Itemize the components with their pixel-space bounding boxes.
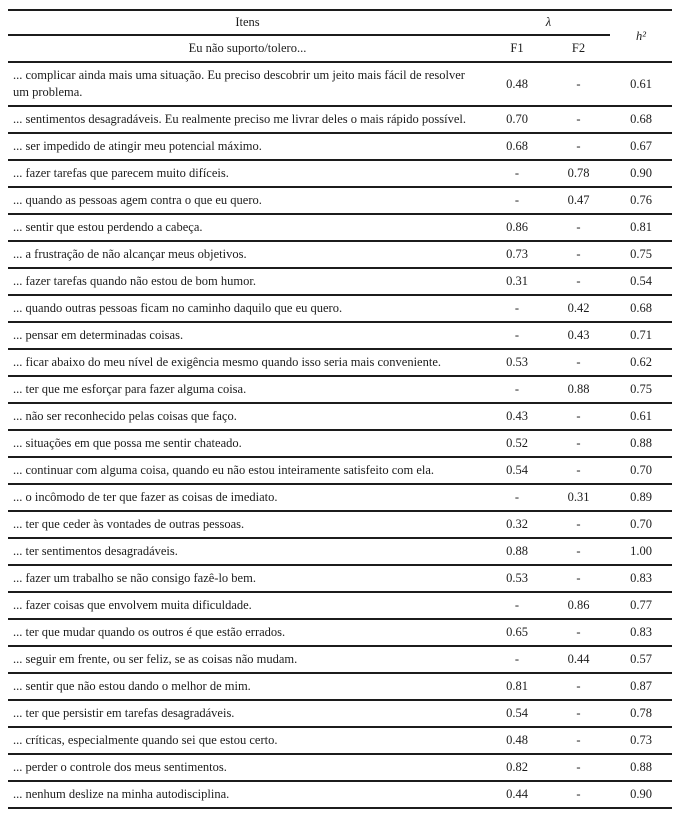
table-header	[8, 10, 672, 62]
f2-loading: 0.88	[547, 376, 610, 403]
item-text: ... pensar em determinadas coisas.	[8, 322, 487, 349]
communality-value: 0.76	[610, 187, 672, 214]
item-text: ... continuar com alguma coisa, quando eu não estou inteiramente satisfeito com ela.	[8, 457, 487, 484]
communality-value: 0.70	[610, 511, 672, 538]
f1-loading: 0.54	[487, 457, 547, 484]
item-text: ... perder o controle dos meus sentimentos.	[8, 754, 487, 781]
table-row	[8, 349, 672, 376]
item-text: ... sentir que não estou dando o melhor de mim.	[8, 673, 487, 700]
items-table-body	[8, 62, 672, 808]
table-row	[8, 700, 672, 727]
table-row	[8, 619, 672, 646]
item-text: ... quando as pessoas agem contra o que eu quero.	[8, 187, 487, 214]
f1-loading: 0.70	[487, 106, 547, 133]
f2-loading: -	[547, 511, 610, 538]
f2-loading: -	[547, 700, 610, 727]
communality-value: 0.83	[610, 565, 672, 592]
f2-loading: -	[547, 754, 610, 781]
item-text: ... sentimentos desagradáveis. Eu realmente preciso me livrar deles o mais rápido possível.	[8, 106, 487, 133]
factor-loadings-table	[8, 9, 672, 809]
table-row	[8, 592, 672, 619]
table-row	[8, 160, 672, 187]
table-row	[8, 241, 672, 268]
f2-loading: -	[547, 430, 610, 457]
communality-value: 0.61	[610, 403, 672, 430]
item-text: ... ter que me esforçar para fazer alguma coisa.	[8, 376, 487, 403]
f1-loading: -	[487, 646, 547, 673]
item-text: ... nenhum deslize na minha autodisciplina.	[8, 781, 487, 808]
item-text: ... fazer tarefas quando não estou de bom humor.	[8, 268, 487, 295]
communality-value: 0.81	[610, 214, 672, 241]
item-text: ... quando outras pessoas ficam no caminho daquilo que eu quero.	[8, 295, 487, 322]
item-text: ... ficar abaixo do meu nível de exigência mesmo quando isso seria mais conveniente.	[8, 349, 487, 376]
f2-loading: -	[547, 133, 610, 160]
item-text: ... o incômodo de ter que fazer as coisas de imediato.	[8, 484, 487, 511]
f1-loading: -	[487, 322, 547, 349]
table-row	[8, 403, 672, 430]
f1-loading: 0.48	[487, 62, 547, 106]
item-text: ... fazer tarefas que parecem muito difíceis.	[8, 160, 487, 187]
communality-value: 0.67	[610, 133, 672, 160]
table-row	[8, 511, 672, 538]
column-header-f2: F2	[547, 35, 610, 62]
column-header-itens: Itens	[8, 10, 487, 35]
f2-loading: 0.44	[547, 646, 610, 673]
item-text: ... situações em que possa me sentir chateado.	[8, 430, 487, 457]
f2-loading: 0.47	[547, 187, 610, 214]
item-text: ... seguir em frente, ou ser feliz, se as coisas não mudam.	[8, 646, 487, 673]
communality-value: 0.57	[610, 646, 672, 673]
communality-value: 0.75	[610, 376, 672, 403]
f2-loading: -	[547, 62, 610, 106]
f2-loading: -	[547, 214, 610, 241]
table-row	[8, 295, 672, 322]
f2-loading: -	[547, 268, 610, 295]
communality-value: 0.73	[610, 727, 672, 754]
communality-value: 0.75	[610, 241, 672, 268]
item-text: ... complicar ainda mais uma situação. Eu preciso descobrir um jeito mais fácil de resolver um problema.	[8, 62, 487, 106]
item-text: ... ter sentimentos desagradáveis.	[8, 538, 487, 565]
f2-loading: -	[547, 673, 610, 700]
item-text: ... fazer um trabalho se não consigo fazê-lo bem.	[8, 565, 487, 592]
f2-loading: 0.31	[547, 484, 610, 511]
f2-loading: -	[547, 538, 610, 565]
f1-loading: 0.43	[487, 403, 547, 430]
table-row	[8, 727, 672, 754]
item-text: ... ter que mudar quando os outros é que estão errados.	[8, 619, 487, 646]
f2-loading: -	[547, 349, 610, 376]
f1-loading: 0.65	[487, 619, 547, 646]
item-text: ... não ser reconhecido pelas coisas que faço.	[8, 403, 487, 430]
item-text: ... fazer coisas que envolvem muita dificuldade.	[8, 592, 487, 619]
f1-loading: 0.53	[487, 349, 547, 376]
f2-loading: 0.43	[547, 322, 610, 349]
communality-value: 0.88	[610, 430, 672, 457]
f1-loading: 0.52	[487, 430, 547, 457]
f1-loading: -	[487, 160, 547, 187]
f2-loading: -	[547, 403, 610, 430]
f2-loading: -	[547, 727, 610, 754]
item-text: ... críticas, especialmente quando sei que estou certo.	[8, 727, 487, 754]
f1-loading: -	[487, 295, 547, 322]
f1-loading: 0.68	[487, 133, 547, 160]
item-text: ... sentir que estou perdendo a cabeça.	[8, 214, 487, 241]
table-row	[8, 754, 672, 781]
column-header-communality: h²	[610, 10, 672, 62]
table-row	[8, 106, 672, 133]
f2-loading: 0.78	[547, 160, 610, 187]
table-row	[8, 646, 672, 673]
communality-value: 0.88	[610, 754, 672, 781]
f1-loading: 0.54	[487, 700, 547, 727]
table-row	[8, 322, 672, 349]
communality-value: 0.71	[610, 322, 672, 349]
f2-loading: -	[547, 565, 610, 592]
table-row	[8, 538, 672, 565]
communality-value: 0.90	[610, 781, 672, 808]
communality-value: 0.70	[610, 457, 672, 484]
item-text: ... ser impedido de atingir meu potencial máximo.	[8, 133, 487, 160]
f1-loading: 0.82	[487, 754, 547, 781]
f1-loading: 0.86	[487, 214, 547, 241]
f1-loading: 0.73	[487, 241, 547, 268]
table-row	[8, 457, 672, 484]
f1-loading: 0.53	[487, 565, 547, 592]
f2-loading: 0.86	[547, 592, 610, 619]
f1-loading: 0.48	[487, 727, 547, 754]
communality-value: 0.90	[610, 160, 672, 187]
item-text: ... ter que ceder às vontades de outras pessoas.	[8, 511, 487, 538]
f1-loading: 0.44	[487, 781, 547, 808]
f1-loading: 0.81	[487, 673, 547, 700]
item-text: ... a frustração de não alcançar meus objetivos.	[8, 241, 487, 268]
communality-value: 0.77	[610, 592, 672, 619]
communality-value: 0.54	[610, 268, 672, 295]
f1-loading: -	[487, 484, 547, 511]
table-row	[8, 133, 672, 160]
header-row-1	[8, 10, 672, 35]
f1-loading: 0.31	[487, 268, 547, 295]
table-row	[8, 430, 672, 457]
f2-loading: -	[547, 781, 610, 808]
communality-value: 0.83	[610, 619, 672, 646]
table-row	[8, 214, 672, 241]
table-row	[8, 187, 672, 214]
f1-loading: -	[487, 592, 547, 619]
column-header-item-stem: Eu não suporto/tolero...	[8, 35, 487, 62]
communality-value: 0.89	[610, 484, 672, 511]
table-row	[8, 673, 672, 700]
f2-loading: -	[547, 106, 610, 133]
column-header-f1: F1	[487, 35, 547, 62]
table-row	[8, 62, 672, 106]
communality-value: 0.61	[610, 62, 672, 106]
f1-loading: -	[487, 187, 547, 214]
column-header-lambda: λ	[487, 10, 610, 35]
communality-value: 0.68	[610, 106, 672, 133]
table-row	[8, 268, 672, 295]
item-text: ... ter que persistir em tarefas desagradáveis.	[8, 700, 487, 727]
communality-value: 0.68	[610, 295, 672, 322]
f2-loading: -	[547, 241, 610, 268]
f1-loading: 0.32	[487, 511, 547, 538]
f1-loading: 0.88	[487, 538, 547, 565]
communality-value: 0.87	[610, 673, 672, 700]
table-row	[8, 376, 672, 403]
communality-value: 1.00	[610, 538, 672, 565]
f1-loading: -	[487, 376, 547, 403]
communality-value: 0.78	[610, 700, 672, 727]
f2-loading: -	[547, 619, 610, 646]
f2-loading: -	[547, 457, 610, 484]
f2-loading: 0.42	[547, 295, 610, 322]
header-row-2	[8, 35, 672, 62]
table-row	[8, 565, 672, 592]
table-row	[8, 781, 672, 808]
table-row	[8, 484, 672, 511]
communality-value: 0.62	[610, 349, 672, 376]
